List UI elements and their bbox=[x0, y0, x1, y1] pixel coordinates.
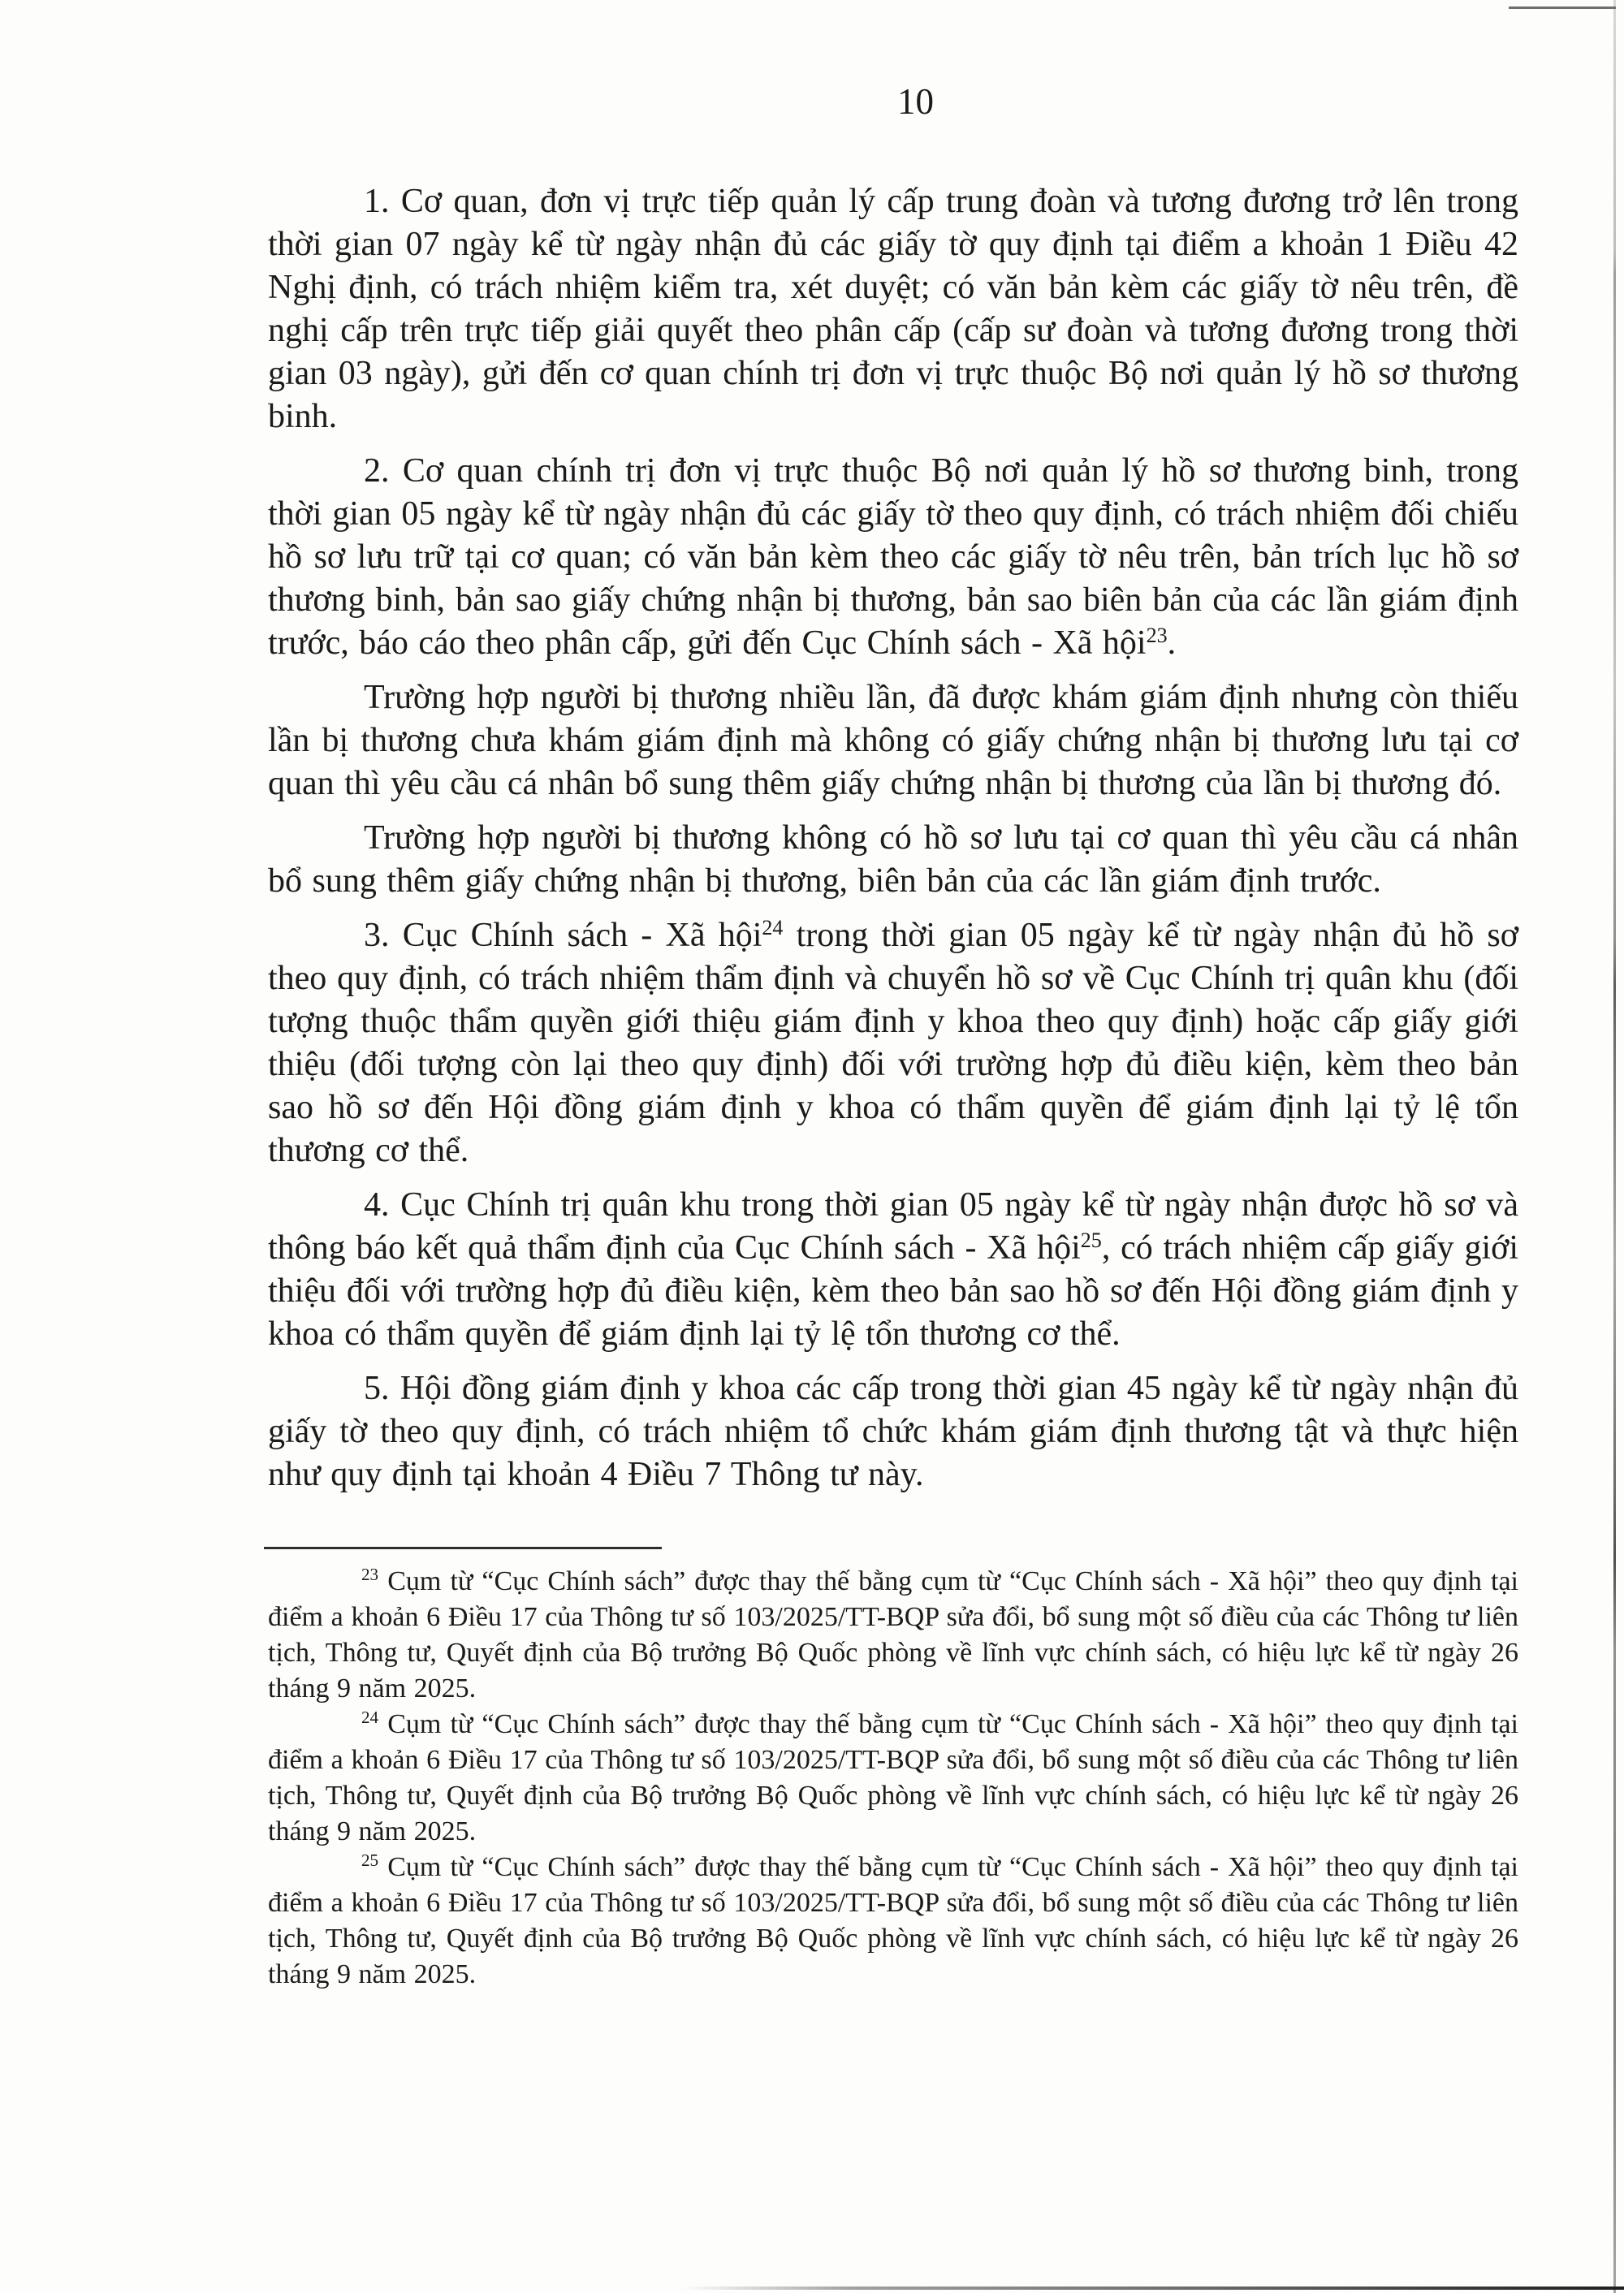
page-number: 10 bbox=[897, 81, 934, 122]
footnote: $^{25}$ Cụm từ “Cục Chính sách” được thay thế bằng cụm từ “Cục Chính sách - Xã hội” theo quy định tại điểm a khoản 6 Điều 17 của Thông tư số 103/2025/TT-BQP sửa đổi, bổ sung một số điều của các Thông tư liên tịch, Thông tư, Quyết định của Bộ trưởng Bộ Quốc phòng về lĩnh vực chính sách, có hiệu lực kể từ ngày 26 tháng 9 năm 2025. bbox=[268, 1850, 1518, 1989]
footnote-marker: 23 bbox=[361, 1565, 379, 1585]
footnote: $^{24}$ Cụm từ “Cục Chính sách” được thay thế bằng cụm từ “Cục Chính sách - Xã hội” theo quy định tại điểm a khoản 6 Điều 17 của Thông tư số 103/2025/TT-BQP sửa đổi, bổ sung một số điều của các Thông tư liên tịch, Thông tư, Quyết định của Bộ trưởng Bộ Quốc phòng về lĩnh vực chính sách, có hiệu lực kể từ ngày 26 tháng 9 năm 2025. bbox=[268, 1708, 1518, 1846]
scan-edge-artifact-right bbox=[1613, 0, 1616, 2293]
paragraph: 4. Cục Chính trị quân khu trong thời gian 05 ngày kể từ ngày nhận được hồ sơ và thông báo kết quả thẩm định của Cục Chính sách - Xã hội$^{25}$, có trách nhiệm cấp giấy giới thiệu đối với trường hợp đủ điều kiện, kèm theo bản sao hồ sơ đến Hội đồng giám định y khoa có thẩm quyền để giám định lại tỷ lệ tổn thương cơ thể. bbox=[268, 1186, 1519, 1353]
paragraph: Trường hợp người bị thương nhiều lần, đã được khám giám định nhưng còn thiếu lần bị thương chưa khám giám định mà không có giấy chứng nhận bị thương lưu tại cơ quan thì yêu cầu cá nhân bổ sung thêm giấy chứng nhận bị thương của lần bị thương đó. bbox=[268, 679, 1518, 802]
paragraph: Trường hợp người bị thương không có hồ sơ lưu tại cơ quan thì yêu cầu cá nhân bổ sung thêm giấy chứng nhận bị thương, biên bản của các lần giám định trước. bbox=[268, 819, 1518, 900]
scan-edge-artifact-bottom bbox=[682, 2287, 1624, 2290]
footnote-reference: 25 bbox=[1080, 1228, 1102, 1252]
footnote-reference: 23 bbox=[1146, 623, 1168, 647]
paragraph: 5. Hội đồng giám định y khoa các cấp trong thời gian 45 ngày kể từ ngày nhận đủ giấy tờ theo quy định, có trách nhiệm tổ chức khám giám định thương tật và thực hiện như quy định tại khoản 4 Điều 7 Thông tư này. bbox=[268, 1370, 1518, 1493]
text-column bbox=[268, 81, 1518, 1993]
footnote-marker: 24 bbox=[361, 1708, 379, 1728]
footnote-marker: 25 bbox=[361, 1850, 379, 1871]
paragraph: 3. Cục Chính sách - Xã hội$^{24}$ trong thời gian 05 ngày kể từ ngày nhận đủ hồ sơ theo quy định, có trách nhiệm thẩm định và chuyển hồ sơ về Cục Chính trị quân khu (đối tượng thuộc thẩm quyền giới thiệu giám định y khoa theo quy định) hoặc cấp giấy giới thiệu (đối tượng còn lại theo quy định) đối với trường hợp đủ điều kiện, kèm theo bản sao hồ sơ đến Hội đồng giám định y khoa có thẩm quyền để giám định lại tỷ lệ tổn thương cơ thể. bbox=[268, 915, 1518, 1169]
document-body bbox=[268, 180, 1518, 1496]
scan-edge-artifact-top bbox=[1509, 6, 1616, 9]
paragraph: 2. Cơ quan chính trị đơn vị trực thuộc Bộ nơi quản lý hồ sơ thương binh, trong thời gian 05 ngày kể từ ngày nhận đủ các giấy tờ theo quy định, có trách nhiệm đối chiếu hồ sơ lưu trữ tại cơ quan; có văn bản kèm theo các giấy tờ nêu trên, bản trích lục hồ sơ thương binh, bản sao giấy chứng nhận bị thương, bản sao biên bản của các lần giám định trước, báo cáo theo phân cấp, gửi đến Cục Chính sách - Xã hội$^{23}$. bbox=[268, 452, 1518, 662]
footnote: $^{23}$ Cụm từ “Cục Chính sách” được thay thế bằng cụm từ “Cục Chính sách - Xã hội” theo quy định tại điểm a khoản 6 Điều 17 của Thông tư số 103/2025/TT-BQP sửa đổi, bổ sung một số điều của các Thông tư liên tịch, Thông tư, Quyết định của Bộ trưởng Bộ Quốc phòng về lĩnh vực chính sách, có hiệu lực kể từ ngày 26 tháng 9 năm 2025. bbox=[268, 1565, 1518, 1704]
footnote-separator-line bbox=[264, 1547, 662, 1549]
footnote-reference: 24 bbox=[762, 915, 784, 939]
paragraph: 1. Cơ quan, đơn vị trực tiếp quản lý cấp trung đoàn và tương đương trở lên trong thời gian 07 ngày kể từ ngày nhận đủ các giấy tờ quy định tại điểm a khoản 1 Điều 42 Nghị định, có trách nhiệm kiểm tra, xét duyệt; có văn bản kèm các giấy tờ nêu trên, đề nghị cấp trên trực tiếp giải quyết theo phân cấp (cấp sư đoàn và tương đương trong thời gian 03 ngày), gửi đến cơ quan chính trị đơn vị trực thuộc Bộ nơi quản lý hồ sơ thương binh. bbox=[268, 183, 1518, 435]
footnotes-section bbox=[268, 1564, 1518, 1993]
